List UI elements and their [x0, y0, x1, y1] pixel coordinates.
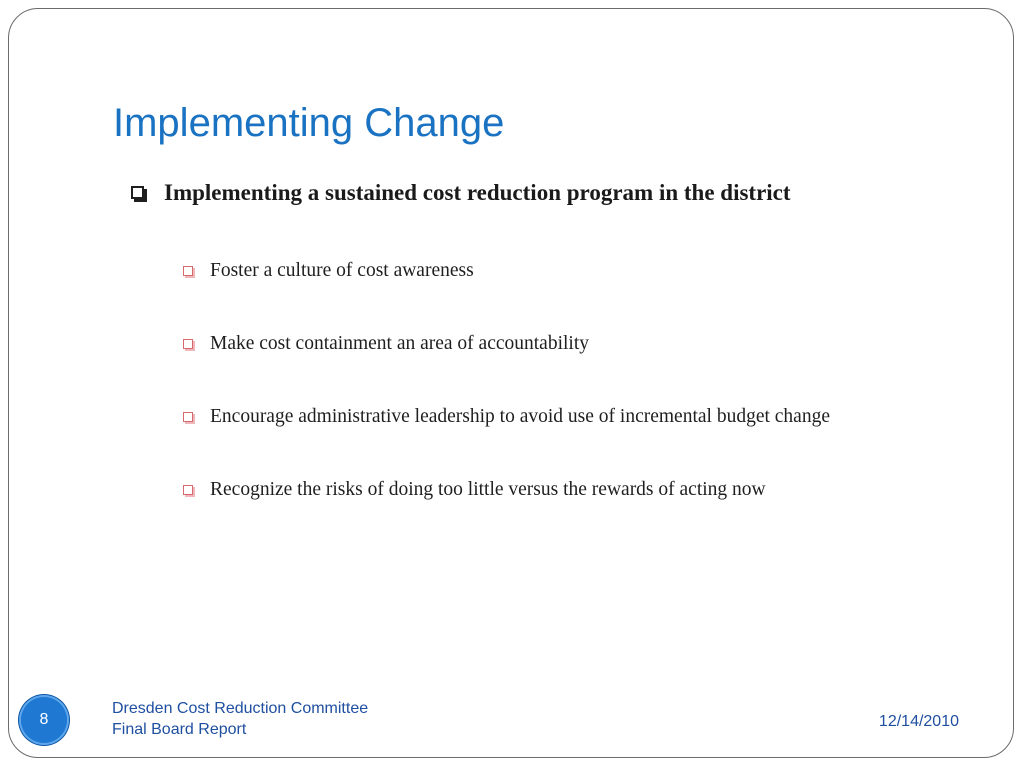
sub-bullet-text: Make cost containment an area of accountability	[210, 332, 590, 354]
slide-title: Implementing Change	[113, 101, 505, 145]
square-bullet-icon	[183, 485, 193, 495]
sub-bullet-text: Foster a culture of cost awareness	[210, 259, 474, 281]
sub-bullet	[183, 258, 830, 283]
sub-bullet-list	[183, 258, 830, 550]
sub-bullet	[183, 477, 830, 502]
footer-organization	[112, 698, 368, 740]
sub-bullet-text: Recognize the risks of doing too little versus the rewards of acting now	[210, 478, 766, 500]
sub-bullet-text: Encourage administrative leadership to avoid use of incremental budget change	[210, 405, 830, 427]
page-number-badge: 8	[19, 695, 69, 745]
main-bullet-text: Implementing a sustained cost reduction program in the district	[164, 180, 791, 205]
sub-bullet	[183, 404, 830, 429]
square-bullet-icon	[183, 412, 193, 422]
footer-line-2: Final Board Report	[112, 721, 247, 738]
square-bullet-icon	[131, 186, 144, 199]
footer-date: 12/14/2010	[878, 713, 959, 730]
sub-bullet	[183, 331, 830, 356]
footer-line-1: Dresden Cost Reduction Committee	[112, 700, 369, 717]
main-bullet	[131, 176, 791, 210]
square-bullet-icon	[183, 339, 193, 349]
square-bullet-icon	[183, 266, 193, 276]
